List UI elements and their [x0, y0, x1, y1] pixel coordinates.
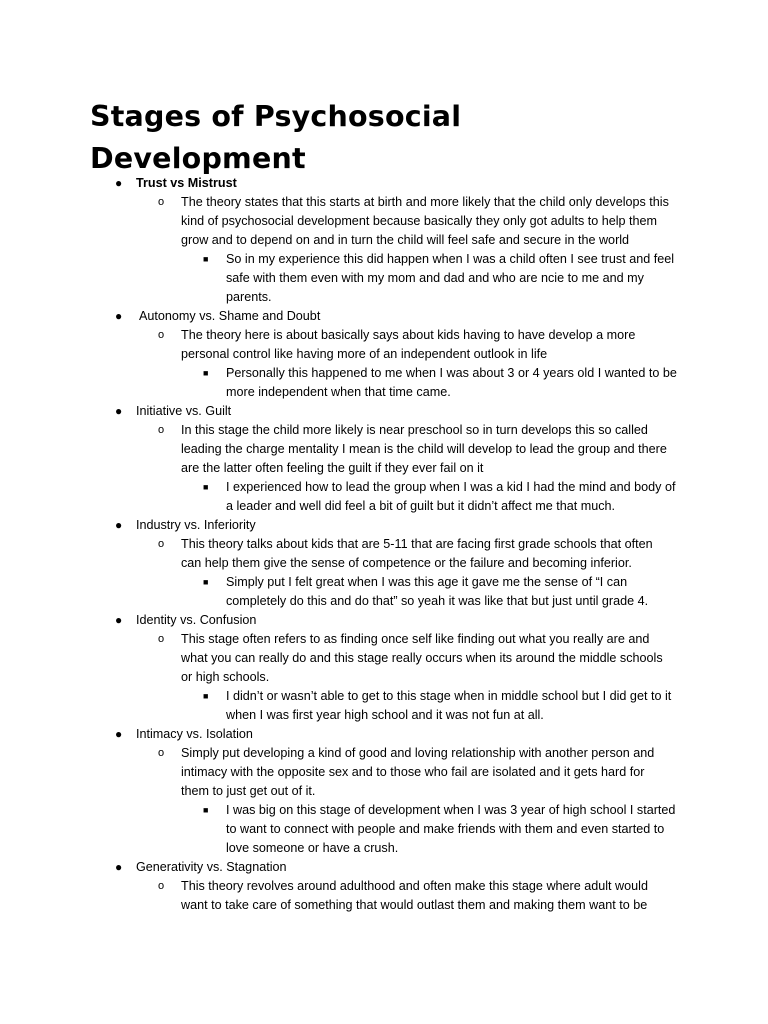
stage-item [0, 858, 768, 877]
stage-item [0, 725, 768, 744]
stage-item [0, 307, 768, 326]
experience-item [0, 801, 678, 858]
circle-marker: o [158, 747, 165, 759]
theory-item [0, 535, 671, 573]
bullet-marker: ● [115, 860, 123, 874]
theory-item [0, 193, 671, 250]
stage-heading: Generativity vs. Stagnation [136, 860, 287, 874]
bullet-marker: ● [115, 309, 123, 323]
stage-heading: Identity vs. Confusion [136, 613, 257, 627]
stage-item [0, 516, 768, 535]
theory-text: In this stage the child more likely is near preschool so in turn develops this so called leading the charge mentality I mean is the child will develop to lead the group and there are the latter often feeling the guilt if they ever fail on it [181, 423, 667, 475]
square-marker: ■ [203, 254, 209, 264]
experience-item [0, 573, 678, 611]
experience-text: I was big on this stage of development when I was 3 year of high school I started to want to connect with people and make friends with them and even started to love someone or have a crush. [226, 803, 676, 855]
stage-heading: Intimacy vs. Isolation [136, 727, 253, 741]
bullet-marker: ● [115, 727, 123, 741]
experience-text: So in my experience this did happen when I was a child often I see trust and feel safe with them even with my mom and dad and who are ncie to me and my parents. [226, 252, 675, 304]
stage-heading: Trust vs Mistrust [136, 176, 237, 190]
title-line-1: Stages of Psychosocial [90, 100, 462, 133]
experience-item [0, 364, 678, 402]
circle-marker: o [158, 424, 165, 436]
circle-marker: o [158, 329, 165, 341]
theory-text: The theory states that this starts at birth and more likely that the child only develops this kind of psychosocial development because basically they only got adults to help them grow and to depend on and in turn the child will feel safe and secure in the world [181, 195, 669, 247]
theory-item [0, 744, 671, 801]
square-marker: ■ [203, 691, 209, 701]
circle-marker: o [158, 633, 165, 645]
bullet-marker: ● [115, 176, 123, 190]
experience-item [0, 478, 678, 516]
bullet-marker: ● [115, 613, 123, 627]
bullet-marker: ● [115, 518, 123, 532]
experience-text: I didn’t or wasn’t able to get to this stage when in middle school but I did get to it when I was first year high school and it was not fun at all. [226, 689, 672, 722]
experience-item [0, 687, 678, 725]
stage-item [0, 611, 768, 630]
experience-text: I experienced how to lead the group when I was a kid I had the mind and body of a leader and well did feel a bit of guilt but it didn’t affect me that much. [226, 480, 676, 513]
stage-heading: Autonomy vs. Shame and Doubt [139, 309, 321, 323]
square-marker: ■ [203, 805, 209, 815]
square-marker: ■ [203, 482, 209, 492]
theory-text: This theory revolves around adulthood and often make this stage where adult would want to take care of something that would outlast them and making them want to be [181, 879, 648, 912]
circle-marker: o [158, 196, 165, 208]
circle-marker: o [158, 538, 165, 550]
theory-text: Simply put developing a kind of good and loving relationship with another person and intimacy with the opposite sex and to those who fail are isolated and it gets hard for them to just get out of it. [181, 746, 655, 798]
square-marker: ■ [203, 577, 209, 587]
theory-item [0, 877, 671, 915]
experience-item [0, 250, 678, 307]
circle-marker: o [158, 880, 165, 892]
stage-item [0, 174, 768, 193]
square-marker: ■ [203, 368, 209, 378]
bullet-marker: ● [115, 404, 123, 418]
experience-text: Simply put I felt great when I was this age it gave me the sense of “I can completely do this and do that” so yeah it was like that but just until grade 4. [226, 575, 649, 608]
title-line-2: Development [90, 142, 306, 175]
theory-text: This theory talks about kids that are 5-11 that are facing first grade schools that often can help them give the sense of competence or the failure and becoming inferior. [181, 537, 653, 570]
stage-heading: Industry vs. Inferiority [136, 518, 256, 532]
theory-item [0, 630, 671, 687]
stages-list [0, 174, 768, 915]
stage-item [0, 402, 768, 421]
theory-text: This stage often refers to as finding once self like finding out what you really are and what you can really do and this stage really occurs when its around the middle schools or high schools. [181, 632, 663, 684]
experience-text: Personally this happened to me when I was about 3 or 4 years old I wanted to be more independent when that time came. [226, 366, 677, 399]
theory-item [0, 326, 671, 364]
stage-heading: Initiative vs. Guilt [136, 404, 232, 418]
theory-item [0, 421, 671, 478]
page-title [90, 96, 461, 180]
theory-text: The theory here is about basically says about kids having to have develop a more personal control like having more of an independent outlook in life [181, 328, 636, 361]
